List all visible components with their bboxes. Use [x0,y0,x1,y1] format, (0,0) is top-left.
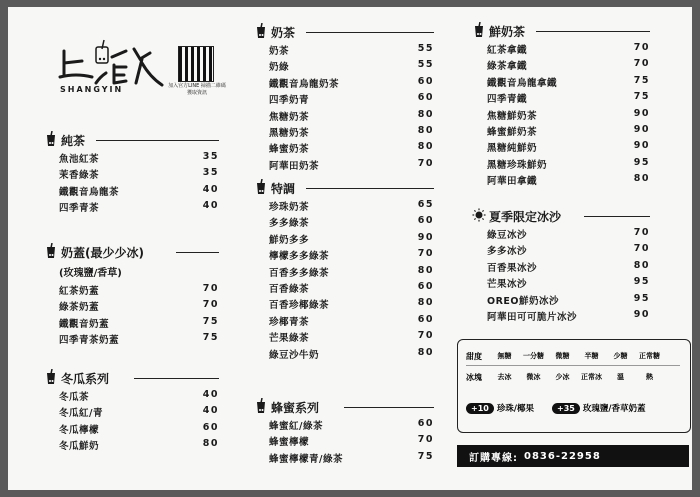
menu-item[interactable]: 蜂蜜檸檬青/綠茶 75 [269,450,434,465]
section-title: 純茶 [61,134,86,148]
menu-item[interactable]: 冬瓜鮮奶 80 [59,438,219,453]
menu-item[interactable]: 珍珠奶茶 65 [269,199,434,213]
menu-item[interactable]: 魚池紅茶 35 [59,151,219,165]
ice-option[interactable]: 微冰 [526,373,541,381]
divider [466,365,680,366]
menu-item[interactable]: 蜂蜜檸檬 70 [269,434,434,449]
menu-item[interactable]: 黑糖純鮮奶 90 [487,140,650,155]
order-label: 訂購專線: [469,452,518,464]
menu-item[interactable]: 鮮奶多多 90 [269,231,434,246]
menu-item[interactable]: 蜂蜜鮮奶茶 90 [487,123,650,138]
menu-item[interactable]: 黑糖珍珠鮮奶 95 [487,156,650,171]
boba-cup-icon [44,243,58,259]
menu-item[interactable]: 蜂蜜奶茶 80 [269,141,434,156]
boba-cup-icon [96,40,108,63]
section-title: 蜂蜜系列 [271,401,320,415]
section-title: 奶蓋(最少少冰) [61,246,144,260]
section-summer [472,207,650,323]
ice-option[interactable]: 正常冰 [581,373,602,381]
item-list [472,40,650,188]
item-list [44,149,219,215]
menu-item[interactable]: 阿華田拿鐵 80 [487,173,650,188]
section-winter-melon [44,369,219,453]
menu-item[interactable]: 多多冰沙 70 [487,243,650,258]
boba-cup-icon [254,179,268,195]
menu-item[interactable]: 珍椰青茶 60 [269,313,434,328]
item-list [254,416,434,465]
sun-icon [472,207,486,223]
ice-option[interactable]: 溫 [617,373,624,381]
item-list [44,281,219,347]
section-note: (玫瑰鹽/香草) [59,268,122,279]
ice-option[interactable]: 熱 [646,373,653,381]
section-special [254,179,434,361]
boba-cup-icon [44,369,58,385]
menu-item[interactable]: 冬瓜檸檬 60 [59,421,219,436]
menu-item[interactable]: 阿華田可可脆片冰沙 90 [487,308,650,323]
section-milk-tea [254,23,434,172]
addon-price: +35 [552,403,580,414]
item-list [254,197,434,361]
sugar-label: 甜度 [466,352,482,361]
sugar-option[interactable]: 一分糖 [523,352,544,360]
menu-item[interactable]: 奶茶 55 [269,43,434,57]
sugar-option[interactable]: 微糖 [555,352,570,360]
sugar-option[interactable]: 少糖 [613,352,628,360]
addon-items: 珍珠/椰果 [496,404,534,414]
section-title: 冬瓜系列 [61,372,110,386]
sugar-option[interactable]: 正常糖 [639,352,660,360]
menu-item[interactable]: 鐵觀音烏龍茶 40 [59,183,219,198]
menu-item[interactable]: 綠茶奶蓋 70 [59,299,219,314]
section-title: 特調 [271,182,296,196]
sugar-ice-panel [457,339,691,433]
section-title: 夏季限定冰沙 [489,210,562,224]
menu-item[interactable]: 黑糖奶茶 80 [269,124,434,139]
item-list [44,387,219,453]
menu-item[interactable]: 茉香綠茶 35 [59,167,219,182]
menu-item[interactable]: 綠茶拿鐵 70 [487,58,650,73]
menu-item[interactable]: 焦糖鮮奶茶 90 [487,107,650,122]
menu-item[interactable]: 多多綠茶 60 [269,215,434,230]
shangyin-logo [56,37,176,107]
menu-item[interactable]: 四季青鐵 75 [487,91,650,106]
menu-item[interactable]: 冬瓜茶 40 [59,389,219,403]
ice-row [466,372,664,383]
order-phone[interactable]: 0836-22958 [524,450,601,462]
qr-caption: 加入官方LINE 掃描二維碼獲取資訊 [168,83,226,96]
addon-cream[interactable] [552,402,645,414]
menu-item[interactable]: 阿華田奶茶 70 [269,157,434,172]
section-milk-cap [44,243,219,347]
menu-item[interactable]: 奶綠 55 [269,59,434,74]
sugar-row [466,351,664,362]
menu-item[interactable]: 焦糖奶茶 80 [269,108,434,123]
menu-item[interactable]: 綠豆沙牛奶 80 [269,346,434,361]
order-hotline[interactable] [457,445,689,467]
qr-code[interactable] [178,46,214,82]
section-honey [254,398,434,465]
section-title: 鮮奶茶 [489,25,526,39]
menu-item[interactable]: 四季奶青 60 [269,92,434,107]
boba-cup-icon [44,131,58,147]
sugar-option[interactable]: 無糖 [497,352,512,360]
item-list [254,41,434,172]
menu-item[interactable]: 紅茶拿鐵 70 [487,42,650,56]
menu-item[interactable]: 鐵觀音烏龍奶茶 60 [269,75,434,90]
addon-pearl[interactable] [466,402,534,414]
ice-option[interactable]: 去冰 [497,373,512,381]
item-list [472,225,650,323]
addon-price: +10 [466,403,494,414]
menu-item[interactable]: 紅茶奶蓋 70 [59,283,219,297]
addon-items: 玫瑰鹽/香草奶蓋 [582,404,646,414]
menu-item[interactable]: 百香多多綠茶 80 [269,264,434,279]
boba-cup-icon [254,23,268,39]
menu-item[interactable]: 冬瓜紅/青 40 [59,405,219,420]
menu-item[interactable]: 百香綠茶 60 [269,280,434,295]
section-title: 奶茶 [271,26,296,40]
menu-item[interactable]: OREO鮮奶冰沙 95 [487,292,650,307]
menu-item[interactable]: 綠豆冰沙 70 [487,227,650,241]
menu-item[interactable]: 檸檬多多綠茶 70 [269,248,434,263]
ice-label: 冰塊 [466,373,482,382]
boba-cup-icon [254,398,268,414]
section-pure-tea [44,131,219,215]
ice-option[interactable]: 少冰 [555,373,570,381]
menu-item[interactable]: 四季青茶奶蓋 75 [59,332,219,347]
section-fresh-milk [472,22,650,188]
menu-item[interactable]: 鐵觀音奶蓋 75 [59,315,219,330]
menu-item[interactable]: 蜂蜜紅/綠茶 60 [269,418,434,432]
menu-item[interactable]: 鐵觀音烏龍拿鐵 75 [487,74,650,89]
brand-name: SHANGYIN [60,85,124,94]
menu-item[interactable]: 四季青茶 40 [59,200,219,215]
menu-item[interactable]: 百香果冰沙 80 [487,259,650,274]
menu-item[interactable]: 芒果綠茶 70 [269,330,434,345]
menu-item[interactable]: 芒果冰沙 95 [487,276,650,291]
sugar-option[interactable]: 半糖 [584,352,599,360]
boba-cup-icon [472,22,486,38]
menu-item[interactable]: 百香珍椰綠茶 80 [269,297,434,312]
